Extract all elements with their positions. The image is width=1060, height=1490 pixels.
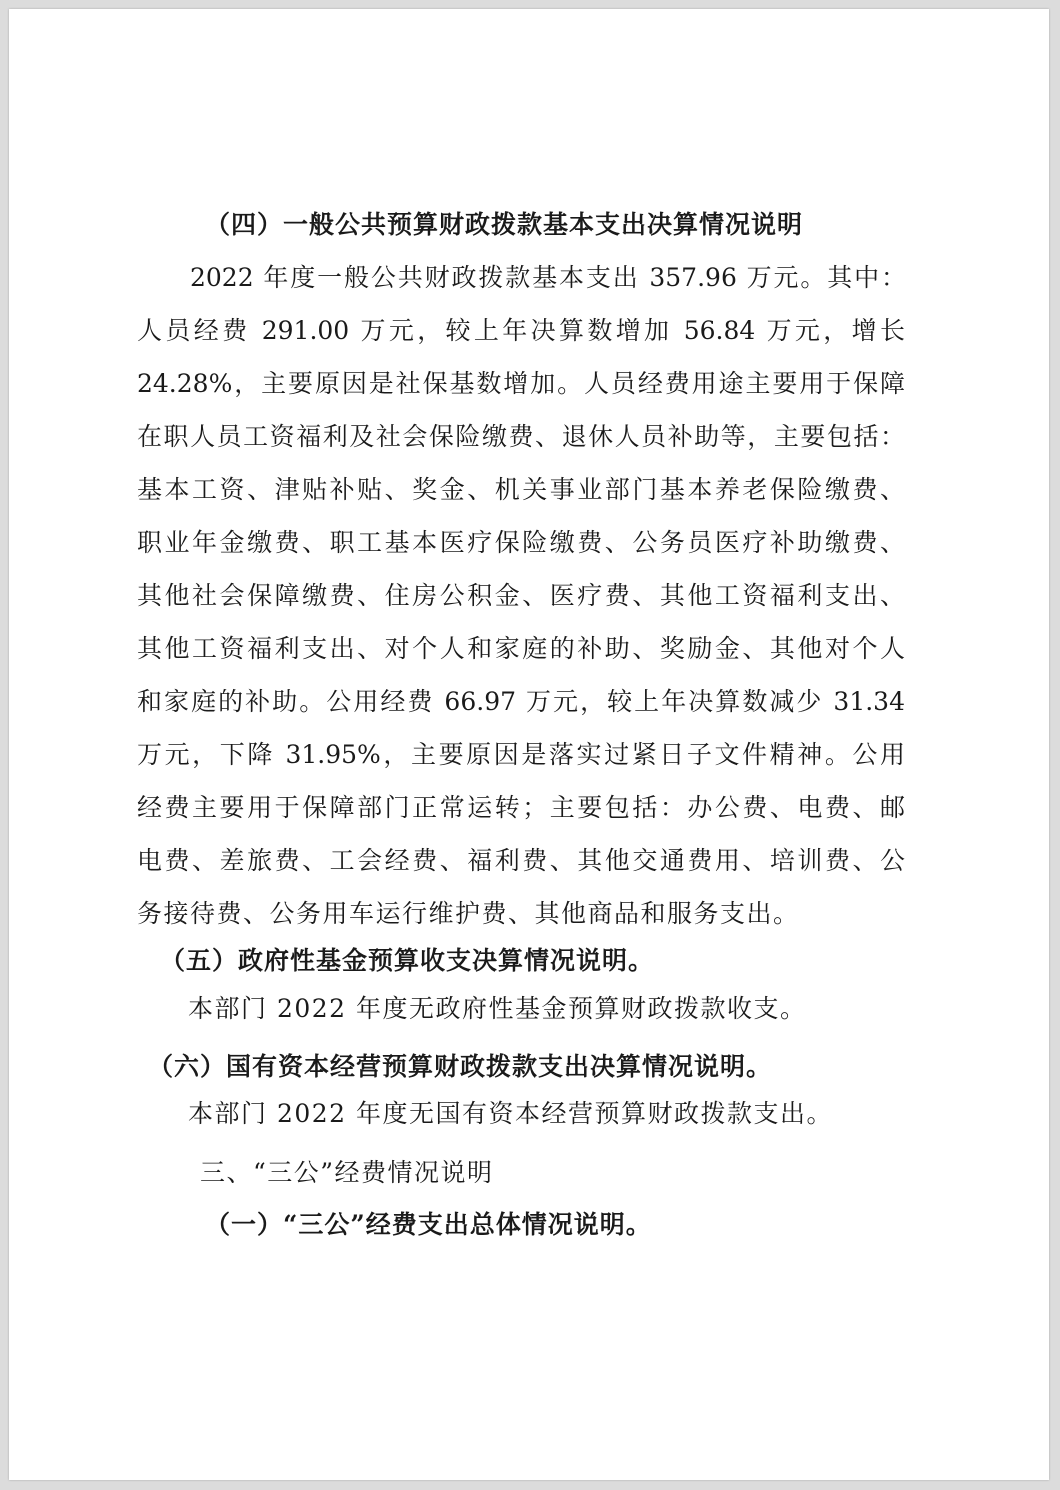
paragraph-line: 其他社会保障缴费、住房公积金、医疗费、其他工资福利支出、 — [137, 581, 905, 610]
section-three-heading: 三、“三公”经费情况说明 — [200, 1158, 494, 1187]
section-5-heading: （五）政府性基金预算收支决算情况说明。 — [160, 946, 655, 975]
paragraph-line: 人员经费 291.00 万元，较上年决算数增加 56.84 万元，增长 — [137, 316, 905, 345]
paragraph-line: 基本工资、津贴补贴、奖金、机关事业部门基本养老保险缴费、 — [137, 475, 905, 504]
paragraph-line: 万元，下降 31.95%，主要原因是落实过紧日子文件精神。公用 — [137, 740, 905, 769]
paragraph-line: 职业年金缴费、职工基本医疗保险缴费、公务员医疗补助缴费、 — [137, 528, 905, 557]
section-three-sub-heading: （一）“三公”经费支出总体情况说明。 — [205, 1210, 652, 1239]
paragraph-line: 2022 年度一般公共财政拨款基本支出 357.96 万元。其中： — [190, 263, 906, 292]
section-6-heading: （六）国有资本经营预算财政拨款支出决算情况说明。 — [148, 1052, 773, 1081]
paragraph-line: 和家庭的补助。公用经费 66.97 万元，较上年决算数减少 31.34 — [137, 687, 905, 716]
paragraph-line: 经费主要用于保障部门正常运转；主要包括：办公费、电费、邮 — [137, 793, 905, 822]
section-4-heading: （四）一般公共预算财政拨款基本支出决算情况说明 — [205, 210, 804, 239]
paragraph-line: 24.28%，主要原因是社保基数增加。人员经费用途主要用于保障 — [137, 369, 905, 398]
paragraph-line: 电费、差旅费、工会经费、福利费、其他交通费用、培训费、公 — [137, 846, 905, 875]
section-5-text: 本部门 2022 年度无政府性基金预算财政拨款收支。 — [188, 994, 807, 1023]
section-6-text: 本部门 2022 年度无国有资本经营预算财政拨款支出。 — [188, 1099, 834, 1128]
paragraph-line: 务接待费、公务用车运行维护费、其他商品和服务支出。 — [137, 899, 800, 928]
paragraph-line: 其他工资福利支出、对个人和家庭的补助、奖励金、其他对个人 — [137, 634, 905, 663]
paragraph-line: 在职人员工资福利及社会保险缴费、退休人员补助等，主要包括： — [137, 422, 905, 451]
